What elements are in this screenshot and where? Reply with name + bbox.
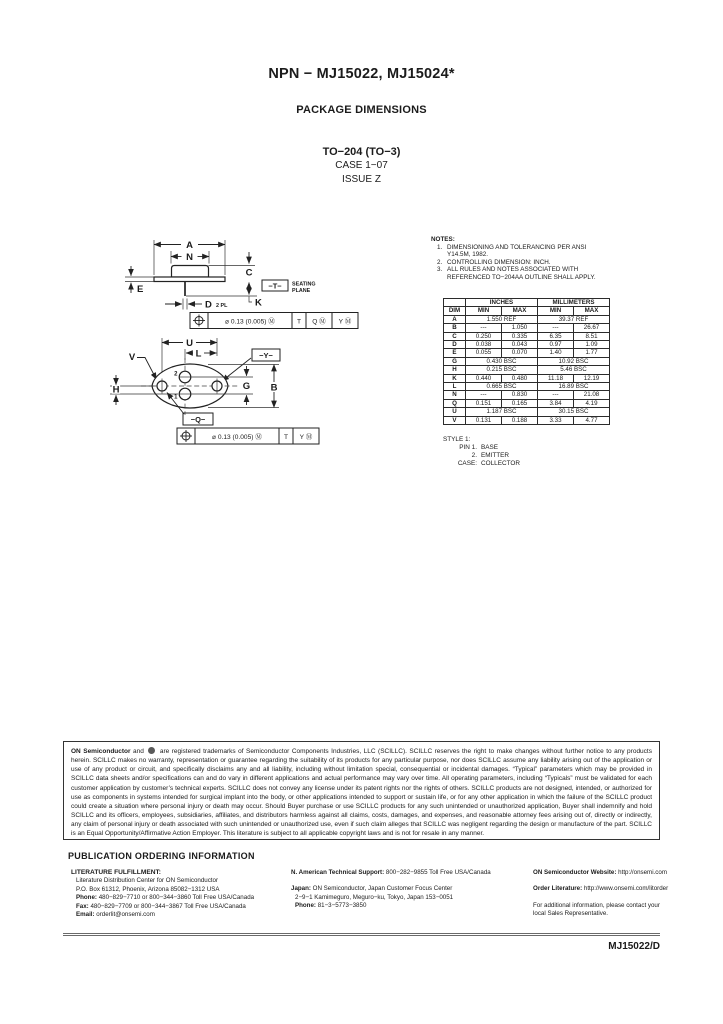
dim-value-cell: 30.15 BSC [538, 408, 610, 416]
package-drawing [95, 225, 445, 465]
dim-value-cell: 10.92 BSC [538, 357, 610, 365]
dim-label-d: D [205, 299, 212, 311]
style-row: CASE: COLLECTOR [457, 460, 520, 467]
dim-value-cell: 12.19 [574, 374, 610, 382]
technical-support-column: N. American Technical Support: 800−282−9855 Toll Free USA/Canada Japan: ON Semiconductor, Japan Customer Focus Center 2−9−1 Kamimeguro, Meguro−ku, Tokyo, Japan 153−0051 Phone: 81−3−5773−3850 [291, 869, 491, 910]
fcf-top-tolerance: ⌀ 0.13 (0.005) Ⓜ [225, 318, 275, 326]
dim-label-a: A [186, 240, 193, 251]
style-row: PIN 1. BASE [459, 444, 499, 451]
dim-value-cell: 1.550 REF [466, 315, 538, 323]
dim-value-cell: 0.665 BSC [466, 383, 538, 391]
fcf-bottom-tolerance: ⌀ 0.13 (0.005) Ⓜ [212, 433, 262, 441]
dim-label-k: K [255, 297, 262, 309]
dim-value-cell: 21.08 [574, 391, 610, 399]
style-title: STYLE 1: [443, 436, 471, 443]
dim-row [444, 349, 610, 357]
datum-y-label: −Y− [259, 350, 273, 360]
fcf-bottom-datum-2: Y Ⓜ [299, 433, 313, 441]
dim-value-cell: 39.37 REF [538, 315, 610, 323]
dim-label-d-qty: 2 PL [216, 303, 228, 309]
dim-value-cell: 1.050 [502, 324, 538, 332]
note-number: 1. [437, 243, 443, 251]
tolerance-frame-top [190, 313, 358, 329]
dim-value-cell: 0.151 [466, 399, 502, 407]
dim-label-h: H [112, 384, 120, 396]
dim-label-u: U [186, 338, 193, 349]
issue-label: ISSUE Z [342, 174, 381, 185]
literature-fulfillment-column: LITERATURE FULFILLMENT: Literature Distribution Center for ON Semiconductor P.O. Box 61312, Phoenix, Arizona 85082−1312 USA Phone: 480−829−7710 or 800−344−3860 Toll Free USA/Canada Fax: 480−829−7709 or 800−344−3867 Toll Free USA/Canada Email: orderlit@onsemi.com [71, 869, 303, 919]
dim-letter-cell: C [444, 332, 466, 340]
notes-heading: NOTES: [431, 236, 455, 243]
inches-header: INCHES [466, 299, 538, 307]
flange [154, 277, 225, 282]
case-number: CASE 1−07 [335, 160, 388, 171]
note-item [437, 259, 663, 267]
dim-value-cell: 1.187 BSC [466, 408, 538, 416]
dim-value-cell: 0.97 [538, 341, 574, 349]
datum-q-label: −Q− [190, 414, 206, 424]
style-row: 2. EMITTER [471, 452, 510, 459]
dim-letter-cell: B [444, 324, 466, 332]
dim-letter-cell: Q [444, 399, 466, 407]
bottom-view [110, 338, 280, 425]
dim-row [444, 391, 610, 399]
transistor-cap [172, 266, 209, 278]
dim-value-cell: --- [466, 391, 502, 399]
package-name: TO−204 (TO−3) [322, 146, 401, 158]
dim-letter-cell: K [444, 374, 466, 382]
dimension-table [443, 298, 610, 425]
dim-label-e: E [137, 284, 144, 295]
dim-value-cell: 0.830 [502, 391, 538, 399]
dim-value-cell: 4.77 [574, 416, 610, 424]
dim-letter-cell: E [444, 349, 466, 357]
dim-letter-cell: A [444, 315, 466, 323]
dim-value-cell: 16.89 BSC [538, 383, 610, 391]
dim-letter-cell: G [444, 357, 466, 365]
tolerance-frame-bottom [177, 428, 319, 444]
dim-value-cell: 1.77 [574, 349, 610, 357]
col-header: MIN [466, 307, 502, 315]
seating-plane-label-2: PLANE [292, 288, 311, 294]
datum-t-label: −T− [268, 281, 282, 291]
seating-plane-label-1: SEATING [292, 281, 316, 288]
dim-value-cell: 8.51 [574, 332, 610, 340]
dim-letter-cell: L [444, 383, 466, 391]
dim-value-cell: 0.055 [466, 349, 502, 357]
note-item [437, 244, 663, 259]
dim-row [444, 341, 610, 349]
dim-value-cell: 0.188 [502, 416, 538, 424]
dim-label-g: G [242, 381, 251, 392]
col-header: MAX [574, 307, 610, 315]
dim-value-cell: --- [466, 324, 502, 332]
dim-row [444, 366, 610, 374]
website-column: ON Semiconductor Website: http://onsemi.com Order Literature: http://www.onsemi.com/litorder For additional information, please contact your local Sales Representative. [533, 869, 673, 919]
disclaimer-body: are registered trademarks of Semiconductor Components Industries, LLC (SCILLC). SCILLC reserves the right to make changes without further notice to any products herein. SCILLC makes no warranty, representation or guarantee regarding the suitability of its products for any particular purpose, nor does SCILLC assume any liability arising out of the application or use of any product or circuit, and specifically disclaims any and all liability, including without limitation special, consequential or incidental damages. “Typical” parameters which may be provided in SCILLC data sheets and/or specifications can and do vary in different applications and actual performance may vary over time. All operating parameters, including “Typicals” must be validated for each customer application by customer’s technical experts. SCILLC does not convey any license under its patent rights nor the rights of others. SCILLC products are not designed, intended, or authorized for use as components in systems intended for surgical implant into the body, or other applications intended to support or sustain life, or for any other application in which the failure of the SCILLC product could create a situation where personal injury or death may occur. Should Buyer purchase or use SCILLC products for any such unintended or unauthorized application, Buyer shall indemnify and hold SCILLC and its officers, employees, subsidiaries, affiliates, and distributors harmless against all claims, costs, damages, and expenses, and reasonable attorney fees arising out of, directly or indirectly, any claim of personal injury or death associated with such unintended or unauthorized use, even if such claim alleges that SCILLC was negligent regarding the design or manufacture of the part. SCILLC is an Equal Opportunity/Affirmative Action Employer. This literature is subject to all applicable copyright laws and is not for resale in any manner. [71, 748, 652, 838]
dim-row [444, 357, 610, 365]
disclaimer-lead: ON Semiconductor [71, 748, 131, 755]
dim-value-cell: 0.165 [502, 399, 538, 407]
dim-row [444, 315, 610, 323]
notes [431, 236, 663, 282]
dim-value-cell: 0.038 [466, 341, 502, 349]
dim-value-cell: 0.131 [466, 416, 502, 424]
dim-label-b: B [270, 382, 278, 394]
dim-value-cell: 4.19 [574, 399, 610, 407]
pin-2-label: 2 [174, 371, 178, 378]
col-header: DIM [444, 307, 466, 315]
publication-heading: PUBLICATION ORDERING INFORMATION [68, 851, 255, 861]
dim-row [444, 416, 610, 424]
page-title: NPN − MJ15022, MJ15024* [268, 66, 455, 82]
note-number: 3. [437, 266, 443, 274]
dim-value-cell: 1.09 [574, 341, 610, 349]
fcf-top-datum-2: Q Ⓜ [312, 318, 326, 326]
note-text: DIMENSIONING AND TOLERANCING PER ANSI Y14.5M, 1982. [447, 243, 587, 259]
dim-label-n: N [186, 252, 193, 263]
fcf-top-datum-3: Y Ⓜ [338, 318, 352, 326]
dim-row [444, 383, 610, 391]
dim-value-cell: --- [538, 391, 574, 399]
dim-letter-cell: N [444, 391, 466, 399]
dim-letter-cell: V [444, 416, 466, 424]
dim-label-v: V [128, 352, 136, 363]
dim-row [444, 374, 610, 382]
literature-heading: LITERATURE FULFILLMENT: [71, 869, 161, 876]
dim-value-cell: 0.070 [502, 349, 538, 357]
note-item [437, 266, 663, 281]
true-position-icon [193, 315, 205, 327]
document-number: MJ15022/D [608, 941, 660, 952]
dim-row [444, 399, 610, 407]
dim-value-cell: 26.67 [574, 324, 610, 332]
dim-value-cell: 3.84 [538, 399, 574, 407]
footer-rule [63, 933, 660, 936]
dim-row [444, 332, 610, 340]
dim-value-cell: 1.40 [538, 349, 574, 357]
dim-value-cell: 6.35 [538, 332, 574, 340]
millimeters-header: MILLIMETERS [538, 299, 610, 307]
dim-value-cell: 0.480 [502, 374, 538, 382]
true-position-icon [180, 430, 192, 442]
note-text: CONTROLLING DIMENSION: INCH. [447, 258, 551, 266]
pin-1-label: 1 [174, 394, 178, 401]
dim-value-cell: 0.215 BSC [466, 366, 538, 374]
dim-value-cell: 0.440 [466, 374, 502, 382]
legal-disclaimer-box: ON Semiconductor and are registered trademarks of Semiconductor Components Industries, LLC (SCILLC). SCILLC reserves the right to make changes without further notice to any products herein. SCILLC makes no warranty, representation or guarantee regarding the suitability of its products for any particular purpose, nor does SCILLC assume any liability arising out of the application or use of any product or circuit, and specifically disclaims any and all liability, including without limitation special, consequential or incidental damages. “Typical” parameters which may be provided in SCILLC data sheets and/or specifications can and do vary in different applications and actual performance may vary over time. All operating parameters, including “Typicals” must be validated for each customer application by customer’s technical experts. SCILLC does not convey any license under its patent rights nor the rights of others. SCILLC products are not designed, intended, or authorized for use as components in systems intended for surgical implant into the body, or other applications intended to support or sustain life, or for any other application in which the failure of the SCILLC product could create a situation where personal injury or death may occur. Should Buyer purchase or use SCILLC products for any such unintended or unauthorized application, Buyer shall indemnify and hold SCILLC and its officers, employees, subsidiaries, affiliates, and distributors harmless against all claims, costs, damages, and expenses, and reasonable attorney fees arising out of, directly or indirectly, any claim of personal injury or death associated with such unintended or unauthorized use, even if such claim alleges that SCILLC was negligent regarding the design or manufacture of the part. SCILLC is an Equal Opportunity/Affirmative Action Employer. This literature is subject to all applicable copyright laws and is not for resale in any manner. [63, 741, 660, 840]
dim-letter-cell: H [444, 366, 466, 374]
dim-value-cell: 0.335 [502, 332, 538, 340]
dim-value-cell: 0.250 [466, 332, 502, 340]
dim-row [444, 324, 610, 332]
page-subtitle: PACKAGE DIMENSIONS [296, 104, 427, 116]
dimension-table-wrap [443, 298, 610, 425]
dim-value-cell: 0.043 [502, 341, 538, 349]
dim-table-body [444, 315, 610, 424]
dim-label-c: C [245, 267, 253, 279]
sales-rep-note: For additional information, please contact your local Sales Representative. [533, 901, 660, 918]
dim-label-l: L [195, 348, 202, 360]
dim-value-cell: --- [538, 324, 574, 332]
note-number: 2. [437, 258, 443, 266]
dim-row [444, 408, 610, 416]
style-block [443, 436, 520, 468]
note-text: ALL RULES AND NOTES ASSOCIATED WITH REFERENCED TO−204AA OUTLINE SHALL APPLY. [447, 266, 596, 281]
dim-letter-cell: D [444, 341, 466, 349]
dim-letter-cell: U [444, 408, 466, 416]
dim-value-cell: 3.33 [538, 416, 574, 424]
dim-value-cell: 11.18 [538, 374, 574, 382]
dim-value-cell: 5.46 BSC [538, 366, 610, 374]
fcf-top-datum-1: T [296, 318, 302, 326]
dim-corner-cell [444, 299, 466, 307]
dim-value-cell: 0.430 BSC [466, 357, 538, 365]
col-header: MIN [538, 307, 574, 315]
on-semiconductor-logo-icon [148, 747, 155, 754]
fcf-bottom-datum-1: T [283, 433, 289, 441]
side-view [125, 240, 316, 311]
col-header: MAX [502, 307, 538, 315]
